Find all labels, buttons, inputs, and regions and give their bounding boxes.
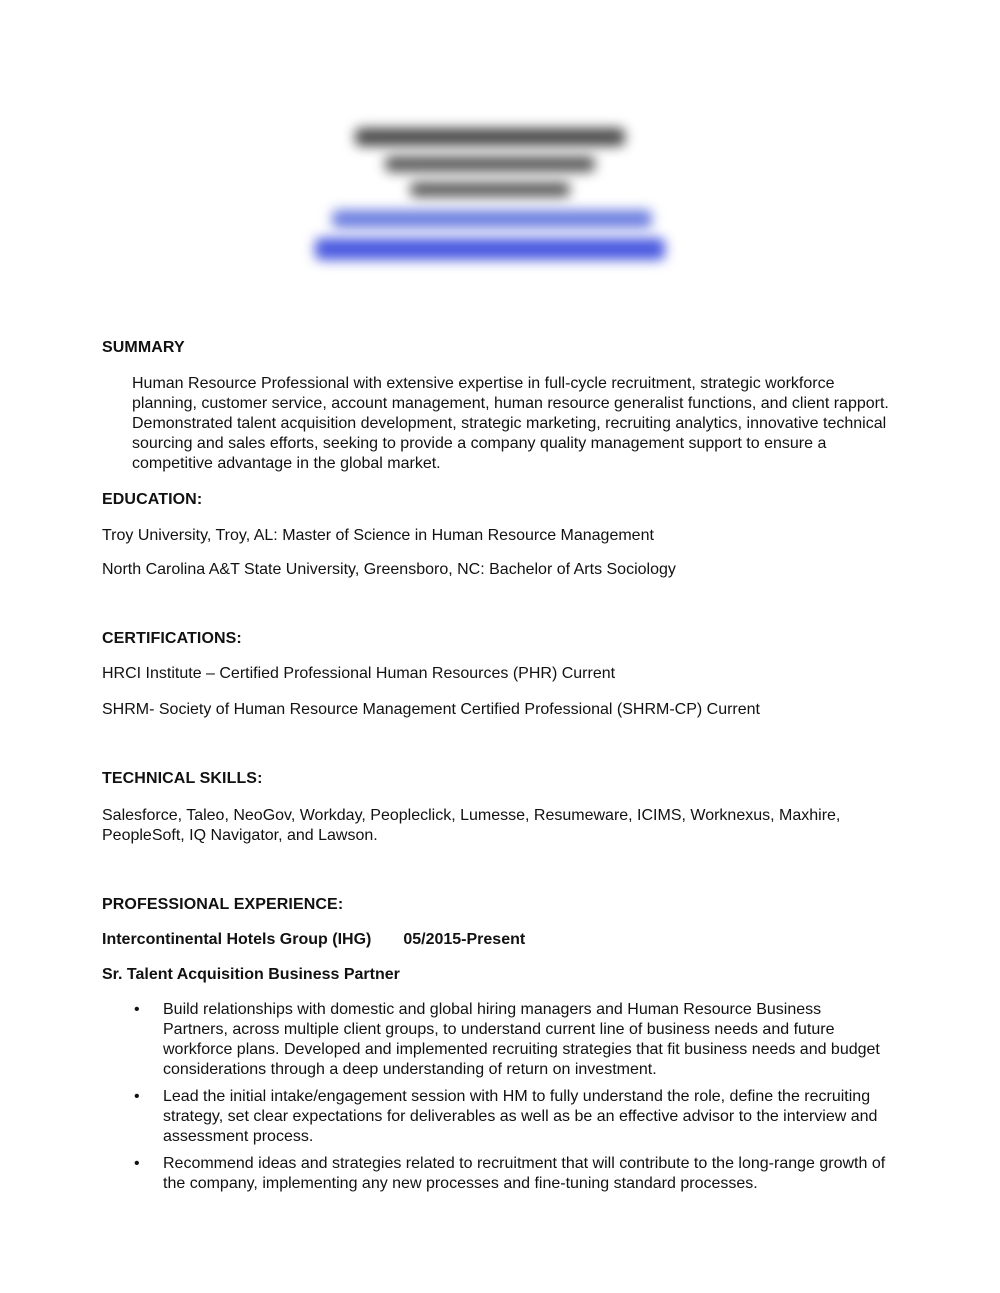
education-item: North Carolina A&T State University, Greensboro, NC: Bachelor of Arts Sociology bbox=[102, 561, 676, 578]
redacted-name bbox=[355, 128, 625, 146]
experience-heading: PROFESSIONAL EXPERIENCE: bbox=[102, 896, 344, 913]
redacted-phone bbox=[410, 182, 570, 197]
list-item-text: Recommend ideas and strategies related to recruitment that will contribute to the long-range growth of the company, implementing any new processes and fine-tuning standard processes. bbox=[163, 1155, 886, 1192]
redacted-address bbox=[385, 156, 595, 172]
certifications-heading: CERTIFICATIONS: bbox=[102, 630, 242, 647]
redacted-url-link[interactable] bbox=[315, 238, 665, 260]
certification-item: SHRM- Society of Human Resource Management Certified Professional (SHRM-CP) Current bbox=[102, 701, 760, 718]
contact-header-redacted bbox=[300, 120, 680, 270]
bullet-icon: • bbox=[134, 1001, 140, 1018]
list-item bbox=[130, 1154, 890, 1194]
job-company-line bbox=[102, 931, 525, 949]
redacted-email-link[interactable] bbox=[332, 210, 652, 228]
list-item bbox=[130, 1000, 890, 1080]
list-item-text: Lead the initial intake/engagement session with HM to fully understand the role, define the recruiting strategy, set clear expectations for deliverables as well as be an effective advisor to the interview and assessment process. bbox=[163, 1088, 878, 1145]
summary-text: Human Resource Professional with extensive expertise in full-cycle recruitment, strategic workforce planning, customer service, account management, human resource generalist functions, and client rapport. Demonstrated talent acquisition development, strategic marketing, recruiting analytics, innovative technical sourcing and sales efforts, seeking to provide a company quality management support to ensure a competitive advantage in the global market. bbox=[132, 375, 889, 472]
job-dates: 05/2015-Present bbox=[403, 931, 526, 948]
job-title: Sr. Talent Acquisition Business Partner bbox=[102, 966, 400, 983]
summary-heading: SUMMARY bbox=[102, 339, 185, 356]
technical-skills-heading: TECHNICAL SKILLS: bbox=[102, 770, 263, 787]
list-item bbox=[130, 1087, 890, 1147]
job-company: Intercontinental Hotels Group (IHG) bbox=[102, 931, 372, 948]
technical-skills-text: Salesforce, Taleo, NeoGov, Workday, Peopleclick, Lumesse, Resumeware, ICIMS, Worknexus, Maxhire, PeopleSoft, IQ Navigator, and Lawson. bbox=[102, 807, 841, 844]
education-heading: EDUCATION: bbox=[102, 491, 203, 508]
bullet-icon: • bbox=[134, 1155, 140, 1172]
job-responsibilities-list bbox=[130, 1000, 890, 1201]
bullet-icon: • bbox=[134, 1088, 140, 1105]
list-item-text: Build relationships with domestic and global hiring managers and Human Resource Business Partners, across multiple client groups, to understand current line of business needs and future workforce plans. Developed and implemented recruiting strategies that fit business needs and budget considerations through a deep understanding of return on investment. bbox=[163, 1001, 880, 1078]
education-item: Troy University, Troy, AL: Master of Science in Human Resource Management bbox=[102, 527, 654, 544]
certification-item: HRCI Institute – Certified Professional Human Resources (PHR) Current bbox=[102, 665, 616, 682]
